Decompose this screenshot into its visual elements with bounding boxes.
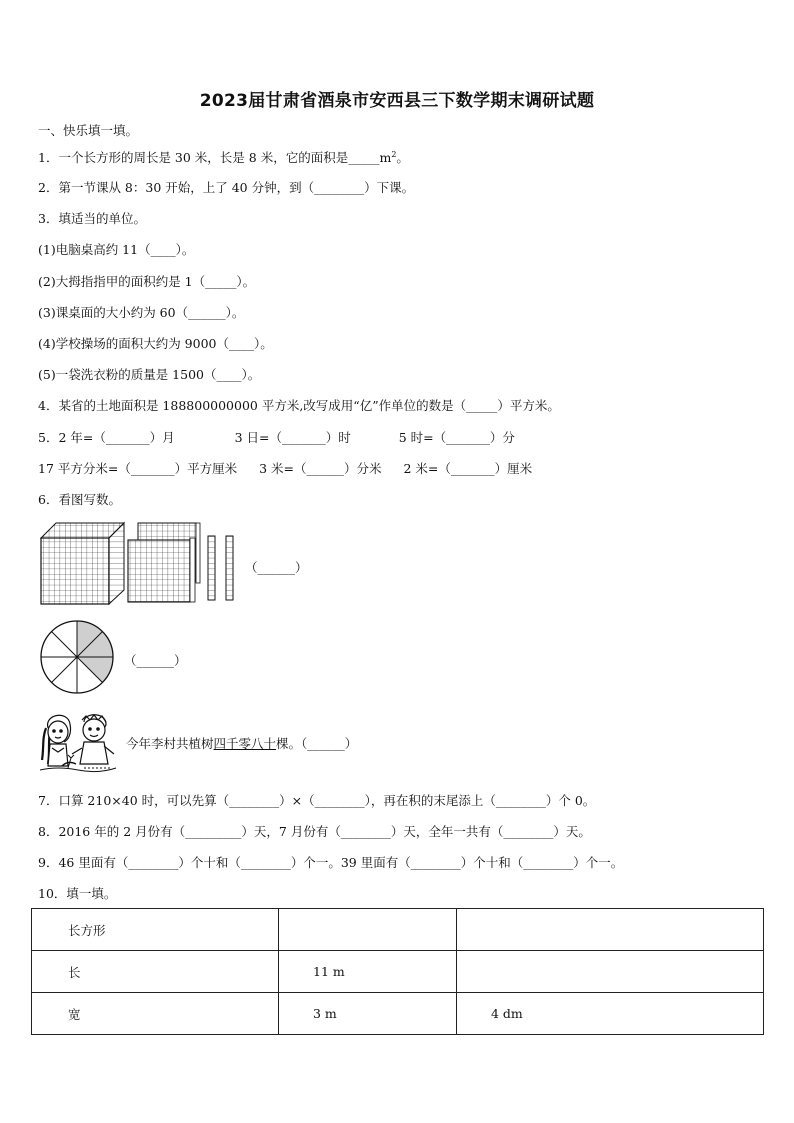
- sentence-prefix: 今年李村共植树: [126, 736, 214, 751]
- table-cell: 3 m: [279, 993, 457, 1035]
- question-5-item: 5．2 年=（_______）月: [38, 430, 175, 445]
- question-10-head: 10．填一填。: [38, 886, 117, 901]
- sentence-underlined-number: 四千零八十: [213, 736, 277, 751]
- question-6-blank-1: （______）: [245, 560, 308, 575]
- question-8: 8．2016 年的 2 月份有（_________）天，7 月份有（________）天，全年一共有（________）天。: [38, 824, 591, 839]
- question-6-sentence: [126, 734, 357, 752]
- table-row: [32, 951, 764, 993]
- question-5-row1: [38, 428, 515, 446]
- table-cell: [457, 909, 764, 951]
- question-5-item: 5 时=（_______）分: [398, 430, 515, 445]
- question-5-item: 3 日=（_______）时: [234, 430, 351, 445]
- question-5-item: 17 平方分米=（_______）平方厘米: [38, 461, 238, 476]
- question-2: 2．第一节课从 8：30 开始，上了 40 分钟，到（________）下课。: [38, 180, 415, 195]
- question-5-item: 3 米=（______）分米: [259, 461, 382, 476]
- fraction-circle-figure: [38, 618, 116, 696]
- page-title: 2023届甘肃省酒泉市安西县三下数学期末调研试题: [199, 91, 595, 111]
- table-cell: 宽: [32, 993, 279, 1035]
- question-1-text: 1．一个长方形的周长是 30 米，长是 8 米，它的面积是_____m: [38, 150, 392, 165]
- table-cell: 11 m: [279, 951, 457, 993]
- table-cell: [279, 909, 457, 951]
- ten-rod: [226, 536, 233, 600]
- table-cell: 长方形: [32, 909, 279, 951]
- table-cell: 4 dm: [457, 993, 764, 1035]
- table-cell: [457, 951, 764, 993]
- question-1-sup: 2: [391, 149, 397, 159]
- sentence-suffix: 棵。（______）: [276, 736, 358, 751]
- ten-rod: [208, 536, 215, 600]
- question-3-head: 3．填适当的单位。: [38, 211, 146, 226]
- question-6-blank-2: （______）: [124, 653, 187, 668]
- question-1: [38, 148, 409, 166]
- children-illustration: [38, 708, 118, 774]
- question-3-item: (4)学校操场的面积大约为 9000（____）。: [38, 336, 273, 351]
- question-3-item: (5)一袋洗衣粉的质量是 1500（____）。: [38, 367, 261, 382]
- question-6-head: 6．看图写数。: [38, 492, 121, 507]
- question-3-item: (2)大拇指指甲的面积约是 1（_____）。: [38, 274, 256, 289]
- question-7: 7．口算 210×40 时，可以先算（________）×（________），再在积的末尾添上（________）个 0。: [38, 793, 596, 808]
- table-cell: 长: [32, 951, 279, 993]
- thousand-cube: [41, 523, 124, 604]
- question-4: 4．某省的土地面积是 188800000000 平方米,改写成用“亿”作单位的数是（_____）平方米。: [38, 398, 560, 413]
- question-3-item: (3)课桌面的大小约为 60（______）。: [38, 305, 245, 320]
- rectangle-table: [31, 908, 764, 1035]
- hundred-flat: [128, 538, 195, 602]
- shaded-sector: [77, 657, 113, 683]
- question-1-tail: 。: [396, 150, 409, 165]
- table-row: [32, 909, 764, 951]
- base-ten-blocks-figure: [38, 520, 243, 606]
- section-heading: 一、快乐填一填。: [38, 123, 139, 138]
- question-9: 9．46 里面有（________）个十和（________）个一。39 里面有（________）个十和（________）个一。: [38, 855, 624, 870]
- question-3-item: (1)电脑桌高约 11（____）。: [38, 242, 195, 257]
- table-row: [32, 993, 764, 1035]
- question-5-row2: [38, 459, 532, 477]
- question-5-item: 2 米=（_______）厘米: [403, 461, 533, 476]
